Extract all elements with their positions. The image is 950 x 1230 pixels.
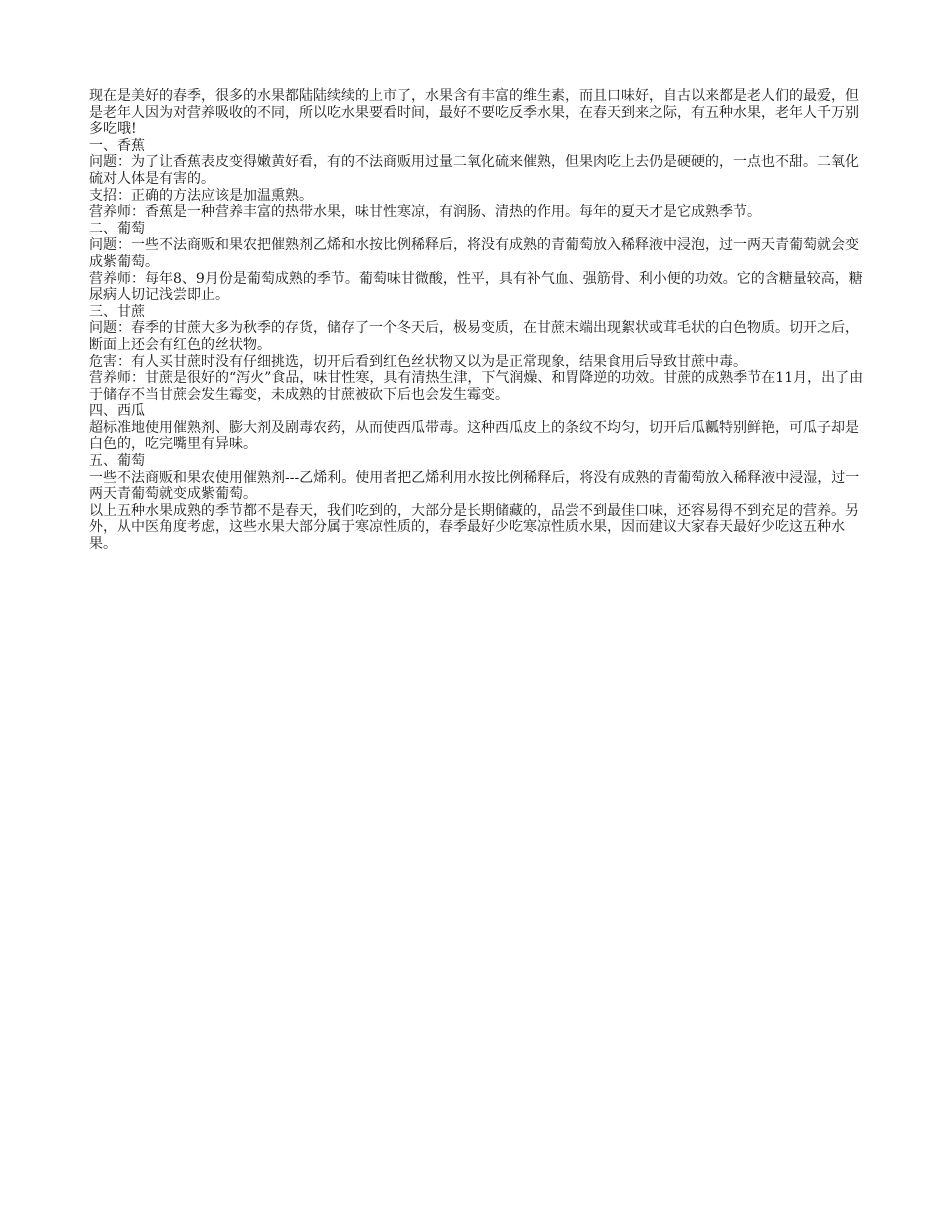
intro-paragraph: 现在是美好的春季，很多的水果都陆陆续续的上市了，水果含有丰富的维生素，而且口味好，自古以来都是老人们的最爱，但是老年人因为对营养吸收的不同，所以吃水果要看时间，最好不要吃反季水果，在春天到来之际，有五种水果，老年人千万别多吃哦! <box>89 88 859 138</box>
section-heading-banana: 一、香蕉 <box>89 137 145 154</box>
section-heading-grape-2: 五、葡萄 <box>89 453 145 470</box>
section-heading-sugarcane: 三、甘蔗 <box>89 303 145 320</box>
section-heading-watermelon: 四、西瓜 <box>89 403 145 420</box>
document-body <box>89 88 864 553</box>
banana-tip: 支招：正确的方法应该是加温熏熟。 <box>89 187 313 204</box>
sugarcane-harm: 危害：有人买甘蔗时没有仔细挑选，切开后看到红色丝状物又以为是正常现象，结果食用后导致甘蔗中毒。 <box>89 353 747 370</box>
banana-nutrition: 营养师：香蕉是一种营养丰富的热带水果，味甘性寒凉，有润肠、清热的作用。每年的夏天才是它成熟季节。 <box>89 204 761 221</box>
watermelon-text: 超标准地使用催熟剂、膨大剂及剧毒农药，从而使西瓜带毒。这种西瓜皮上的条纹不均匀，切开后瓜瓤特别鲜艳，可瓜子却是白色的，吃完嘴里有异味。 <box>89 419 859 453</box>
grape-nutrition: 营养师：每年8、9月份是葡萄成熟的季节。葡萄味甘微酸，性平，具有补气血、强筋骨、利小便的功效。它的含糖量较高，糖尿病人切记浅尝即止。 <box>89 270 863 304</box>
section-heading-grape: 二、葡萄 <box>89 220 145 237</box>
sugarcane-nutrition: 营养师：甘蔗是很好的“泻火”食品，味甘性寒，具有清热生津，下气润燥、和胃降逆的功效。甘蔗的成熟季节在11月，出了由于储存不当甘蔗会发生霉变，未成熟的甘蔗被砍下后也会发生霉变。 <box>89 370 864 403</box>
banana-problem: 问题：为了让香蕉表皮变得嫩黄好看，有的不法商贩用过量二氧化硫来催熟，但果肉吃上去仍是硬硬的，一点也不甜。二氧化硫对人体是有害的。 <box>89 154 859 187</box>
grape-problem: 问题：一些不法商贩和果农把催熟剂乙烯和水按比例稀释后，将没有成熟的青葡萄放入稀释液中浸泡，过一两天青葡萄就会变成紫葡萄。 <box>89 237 859 270</box>
grape-2-text: 一些不法商贩和果农使用催熟剂---乙烯利。使用者把乙烯利用水按比例稀释后，将没有成熟的青葡萄放入稀释液中浸湿，过一两天青葡萄就变成紫葡萄。 <box>89 469 860 503</box>
conclusion-paragraph: 以上五种水果成熟的季节都不是春天，我们吃到的，大部分是长期储藏的，品尝不到最佳口味，还容易得不到充足的营养。另外，从中医角度考虑，这些水果大部分属于寒凉性质的，春季最好少吃寒凉性质水果，因而建议大家春天最好少吃这五种水果。 <box>89 502 859 553</box>
sugarcane-problem: 问题：春季的甘蔗大多为秋季的存货，储存了一个冬天后，极易变质，在甘蔗末端出现絮状或茸毛状的白色物质。切开之后，断面上还会有红色的丝状物。 <box>89 320 859 353</box>
